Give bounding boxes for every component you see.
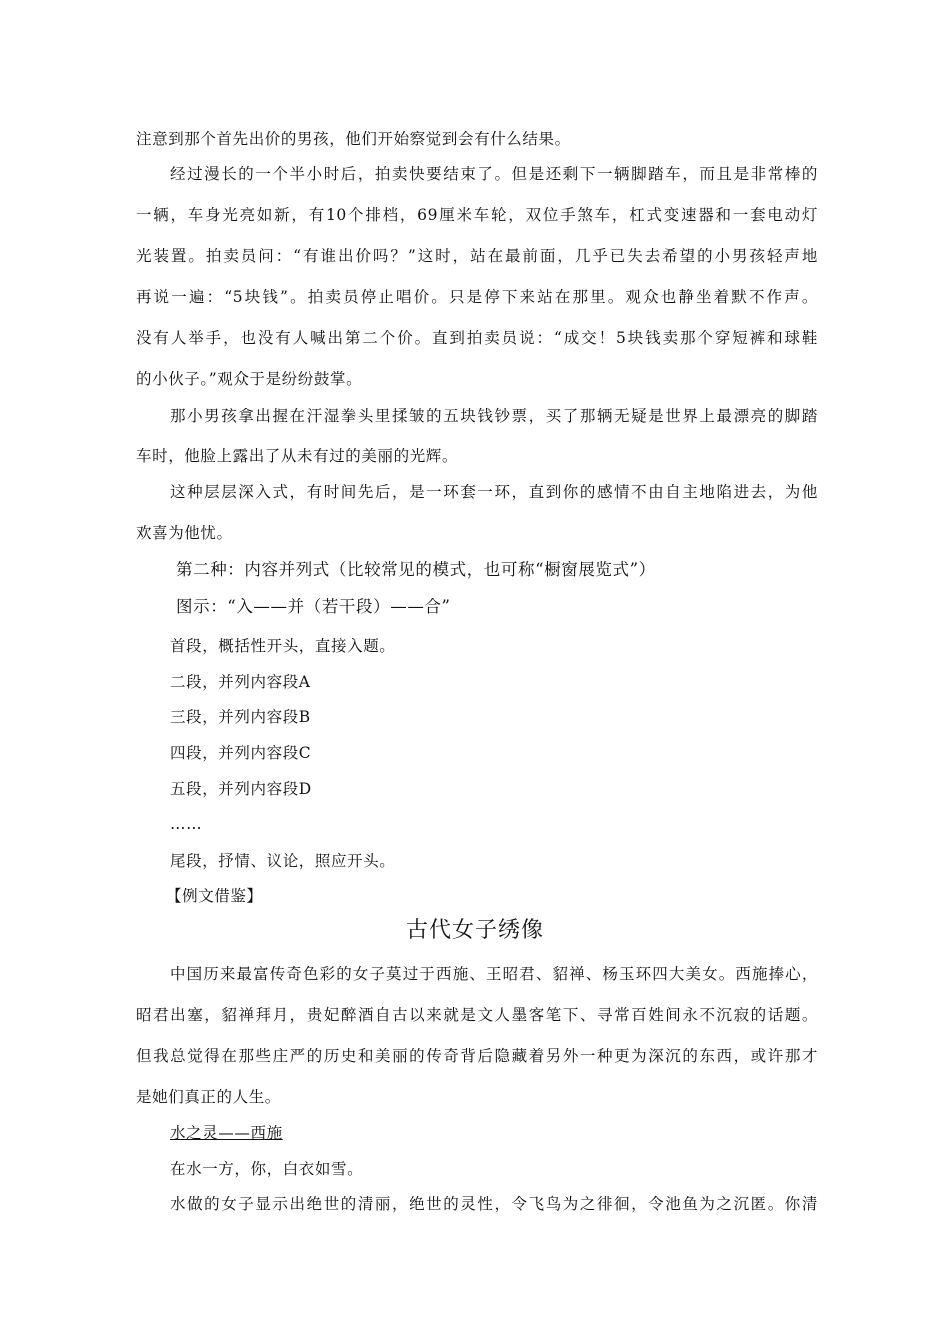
essay-line-a: 在水一方，你，白衣如雪。 — [170, 1160, 364, 1178]
section2-item-4: 四段，并列内容段C — [170, 744, 312, 762]
para4-line-1: 这种层层深入式，有时间先后，是一环套一环，直到你的感情不由自主地陷进去，为他 — [170, 483, 818, 501]
para2-line-2: 一辆，车身光亮如新，有10个排档，69厘米车轮，双位手煞车，杠式变速器和一套电动灯 — [136, 206, 818, 224]
para2-line-3: 光装置。拍卖员问：“有谁出价吗？”这时，站在最前面，几乎已失去希望的小男孩轻声地 — [136, 247, 818, 265]
essay-subtitle: 水之灵——西施 — [170, 1124, 283, 1142]
section2-item-5: 五段，并列内容段D — [170, 780, 312, 798]
essay-intro-line-4: 是她们真正的人生。 — [136, 1088, 281, 1106]
para4-line-2: 欢喜为他忧。 — [136, 524, 233, 542]
essay-intro-line-1: 中国历来最富传奇色彩的女子莫过于西施、王昭君、貂禅、杨玉环四大美女。西施捧心， — [170, 965, 818, 983]
section2-item-1: 首段，概括性开头，直接入题。 — [170, 637, 396, 655]
para3-line-1: 那小男孩拿出握在汗湿拳头里揉皱的五块钱钞票，买了那辆无疑是世界上最漂亮的脚踏 — [170, 407, 818, 425]
section2-heading: 第二种：内容并列式（比较常见的模式，也可称“橱窗展览式”） — [176, 560, 656, 579]
para2-line-6: 的小伙子。”观众于是纷纷鼓掌。 — [136, 370, 363, 388]
essay-title: 古代女子绣像 — [405, 918, 544, 943]
para1-line-1: 注意到那个首先出价的男孩，他们开始察觉到会有什么结果。 — [136, 130, 571, 148]
essay-intro-line-2: 昭君出塞，貂禅拜月，贵妃醉酒自古以来就是文人墨客笔下、寻常百姓间永不沉寂的话题。 — [136, 1006, 818, 1024]
section2-diagram: 图示：“入——并（若干段）——合” — [176, 597, 451, 616]
section2-item-last: 尾段，抒情、议论，照应开头。 — [170, 852, 396, 870]
section2-item-ellipsis: …… — [170, 815, 203, 833]
para2-line-1: 经过漫长的一个半小时后，拍卖快要结束了。但是还剩下一辆脚踏车，而且是非常棒的 — [170, 165, 818, 183]
essay-line-b: 水做的女子显示出绝世的清丽，绝世的灵性，令飞鸟为之徘徊，令池鱼为之沉匿。你清 — [170, 1195, 818, 1213]
para2-line-4: 再说一遍：“5块钱”。拍卖员停止唱价。只是停下来站在那里。观众也静坐着默不作声。 — [136, 288, 818, 306]
essay-intro-line-3: 但我总觉得在那些庄严的历史和美丽的传奇背后隐藏着另外一种更为深沉的东西，或许那才 — [136, 1047, 818, 1065]
example-label: 【例文借鉴】 — [166, 887, 263, 905]
section2-item-3: 三段，并列内容段B — [170, 708, 311, 726]
para2-line-5: 没有人举手，也没有人喊出第二个价。直到拍卖员说：“成交！5块钱卖那个穿短裤和球鞋 — [136, 329, 818, 347]
section2-item-2: 二段，并列内容段A — [170, 673, 311, 691]
para3-line-2: 车时，他脸上露出了从未有过的美丽的光辉。 — [136, 447, 459, 465]
